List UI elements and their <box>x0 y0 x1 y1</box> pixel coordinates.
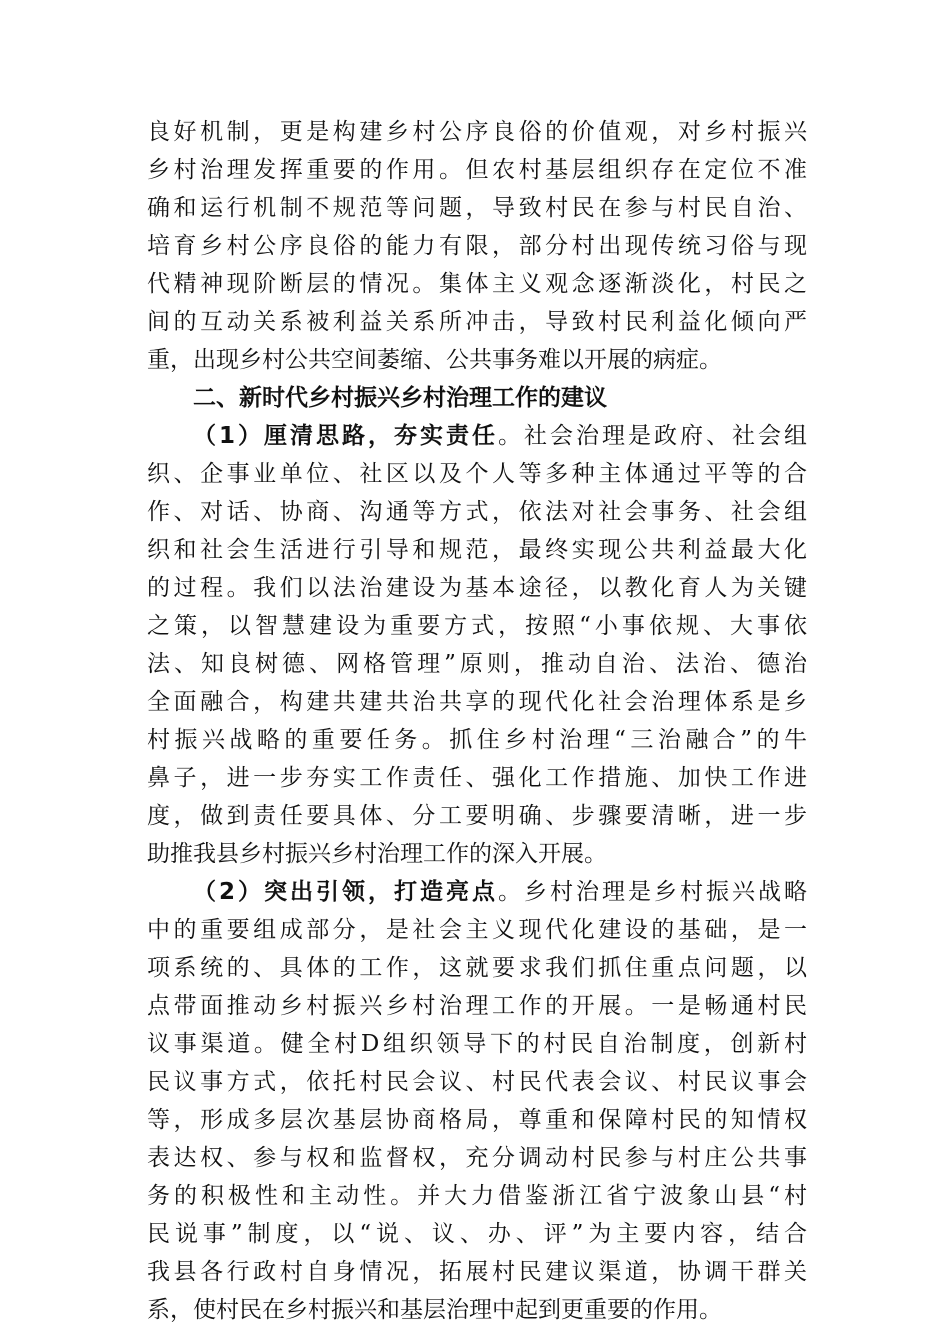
body-line: 议事渠道。健全村D组织领导下的村民自治制度，创新村 <box>147 1031 807 1057</box>
body-line: 之策，以智慧建设为重要方式，按照“小事依规、大事依 <box>147 613 807 639</box>
paragraph-lead-rest: 。社会治理是政府、社会组 <box>498 423 807 449</box>
body-line: 织、企事业单位、社区以及个人等多种主体通过平等的合 <box>147 461 807 487</box>
body-line: 度，做到责任要具体、分工要明确、步骤要清晰，进一步 <box>147 803 807 829</box>
body-line: 代精神现阶断层的情况。集体主义观念逐渐淡化，村民之 <box>147 271 807 297</box>
body-line: 等，形成多层次基层协商格局，尊重和保障村民的知情权 <box>147 1107 807 1133</box>
body-line: 务的积极性和主动性。并大力借鉴浙江省宁波象山县“村 <box>147 1183 807 1209</box>
body-line: 我县各行政村自身情况，拓展村民建议渠道，协调干群关 <box>147 1259 807 1285</box>
paragraph-lead: （1）厘清思路，夯实责任 <box>193 423 498 449</box>
body-line: 中的重要组成部分，是社会主义现代化建设的基础，是一 <box>147 917 807 943</box>
body-line: 系，使村民在乡村振兴和基层治理中起到更重要的作用。 <box>147 1297 722 1323</box>
paragraph-lead-rest: 。乡村治理是乡村振兴战略 <box>498 879 807 905</box>
body-line: 培育乡村公序良俗的能力有限，部分村出现传统习俗与现 <box>147 233 807 259</box>
paragraph-lead: （2）突出引领，打造亮点 <box>193 879 498 905</box>
paragraph-first-line <box>147 873 807 911</box>
body-line: 鼻子，进一步夯实工作责任、强化工作措施、加快工作进 <box>147 765 807 791</box>
body-line: 法、知良树德、网格管理”原则，推动自治、法治、德治 <box>147 651 807 677</box>
section-heading: 二、新时代乡村振兴乡村治理工作的建议 <box>193 385 607 411</box>
body-line: 民议事方式，依托村民会议、村民代表会议、村民议事会 <box>147 1069 807 1095</box>
body-line: 确和运行机制不规范等问题，导致村民在参与村民自治、 <box>147 195 807 221</box>
body-line: 项系统的、具体的工作，这就要求我们抓住重点问题，以 <box>147 955 807 981</box>
body-line: 良好机制，更是构建乡村公序良俗的价值观，对乡村振兴 <box>147 119 807 145</box>
body-line: 表达权、参与权和监督权，充分调动村民参与村庄公共事 <box>147 1145 807 1171</box>
body-line: 村振兴战略的重要任务。抓住乡村治理“三治融合”的牛 <box>147 727 807 753</box>
body-line: 助推我县乡村振兴乡村治理工作的深入开展。 <box>147 841 607 867</box>
body-line: 作、对话、协商、沟通等方式，依法对社会事务、社会组 <box>147 499 807 525</box>
document-body <box>147 113 807 1329</box>
body-line: 间的互动关系被利益关系所冲击，导致村民利益化倾向严 <box>147 309 807 335</box>
body-line: 的过程。我们以法治建设为基本途径，以教化育人为关键 <box>147 575 807 601</box>
body-line: 乡村治理发挥重要的作用。但农村基层组织存在定位不准 <box>147 157 807 183</box>
body-line: 点带面推动乡村振兴乡村治理工作的开展。一是畅通村民 <box>147 993 807 1019</box>
body-line: 织和社会生活进行引导和规范，最终实现公共利益最大化 <box>147 537 807 563</box>
body-line: 全面融合，构建共建共治共享的现代化社会治理体系是乡 <box>147 689 807 715</box>
body-line: 重，出现乡村公共空间萎缩、公共事务难以开展的病症。 <box>147 347 722 373</box>
paragraph-first-line <box>147 417 807 455</box>
body-line: 民说事”制度，以“说、议、办、评”为主要内容，结合 <box>147 1221 807 1247</box>
